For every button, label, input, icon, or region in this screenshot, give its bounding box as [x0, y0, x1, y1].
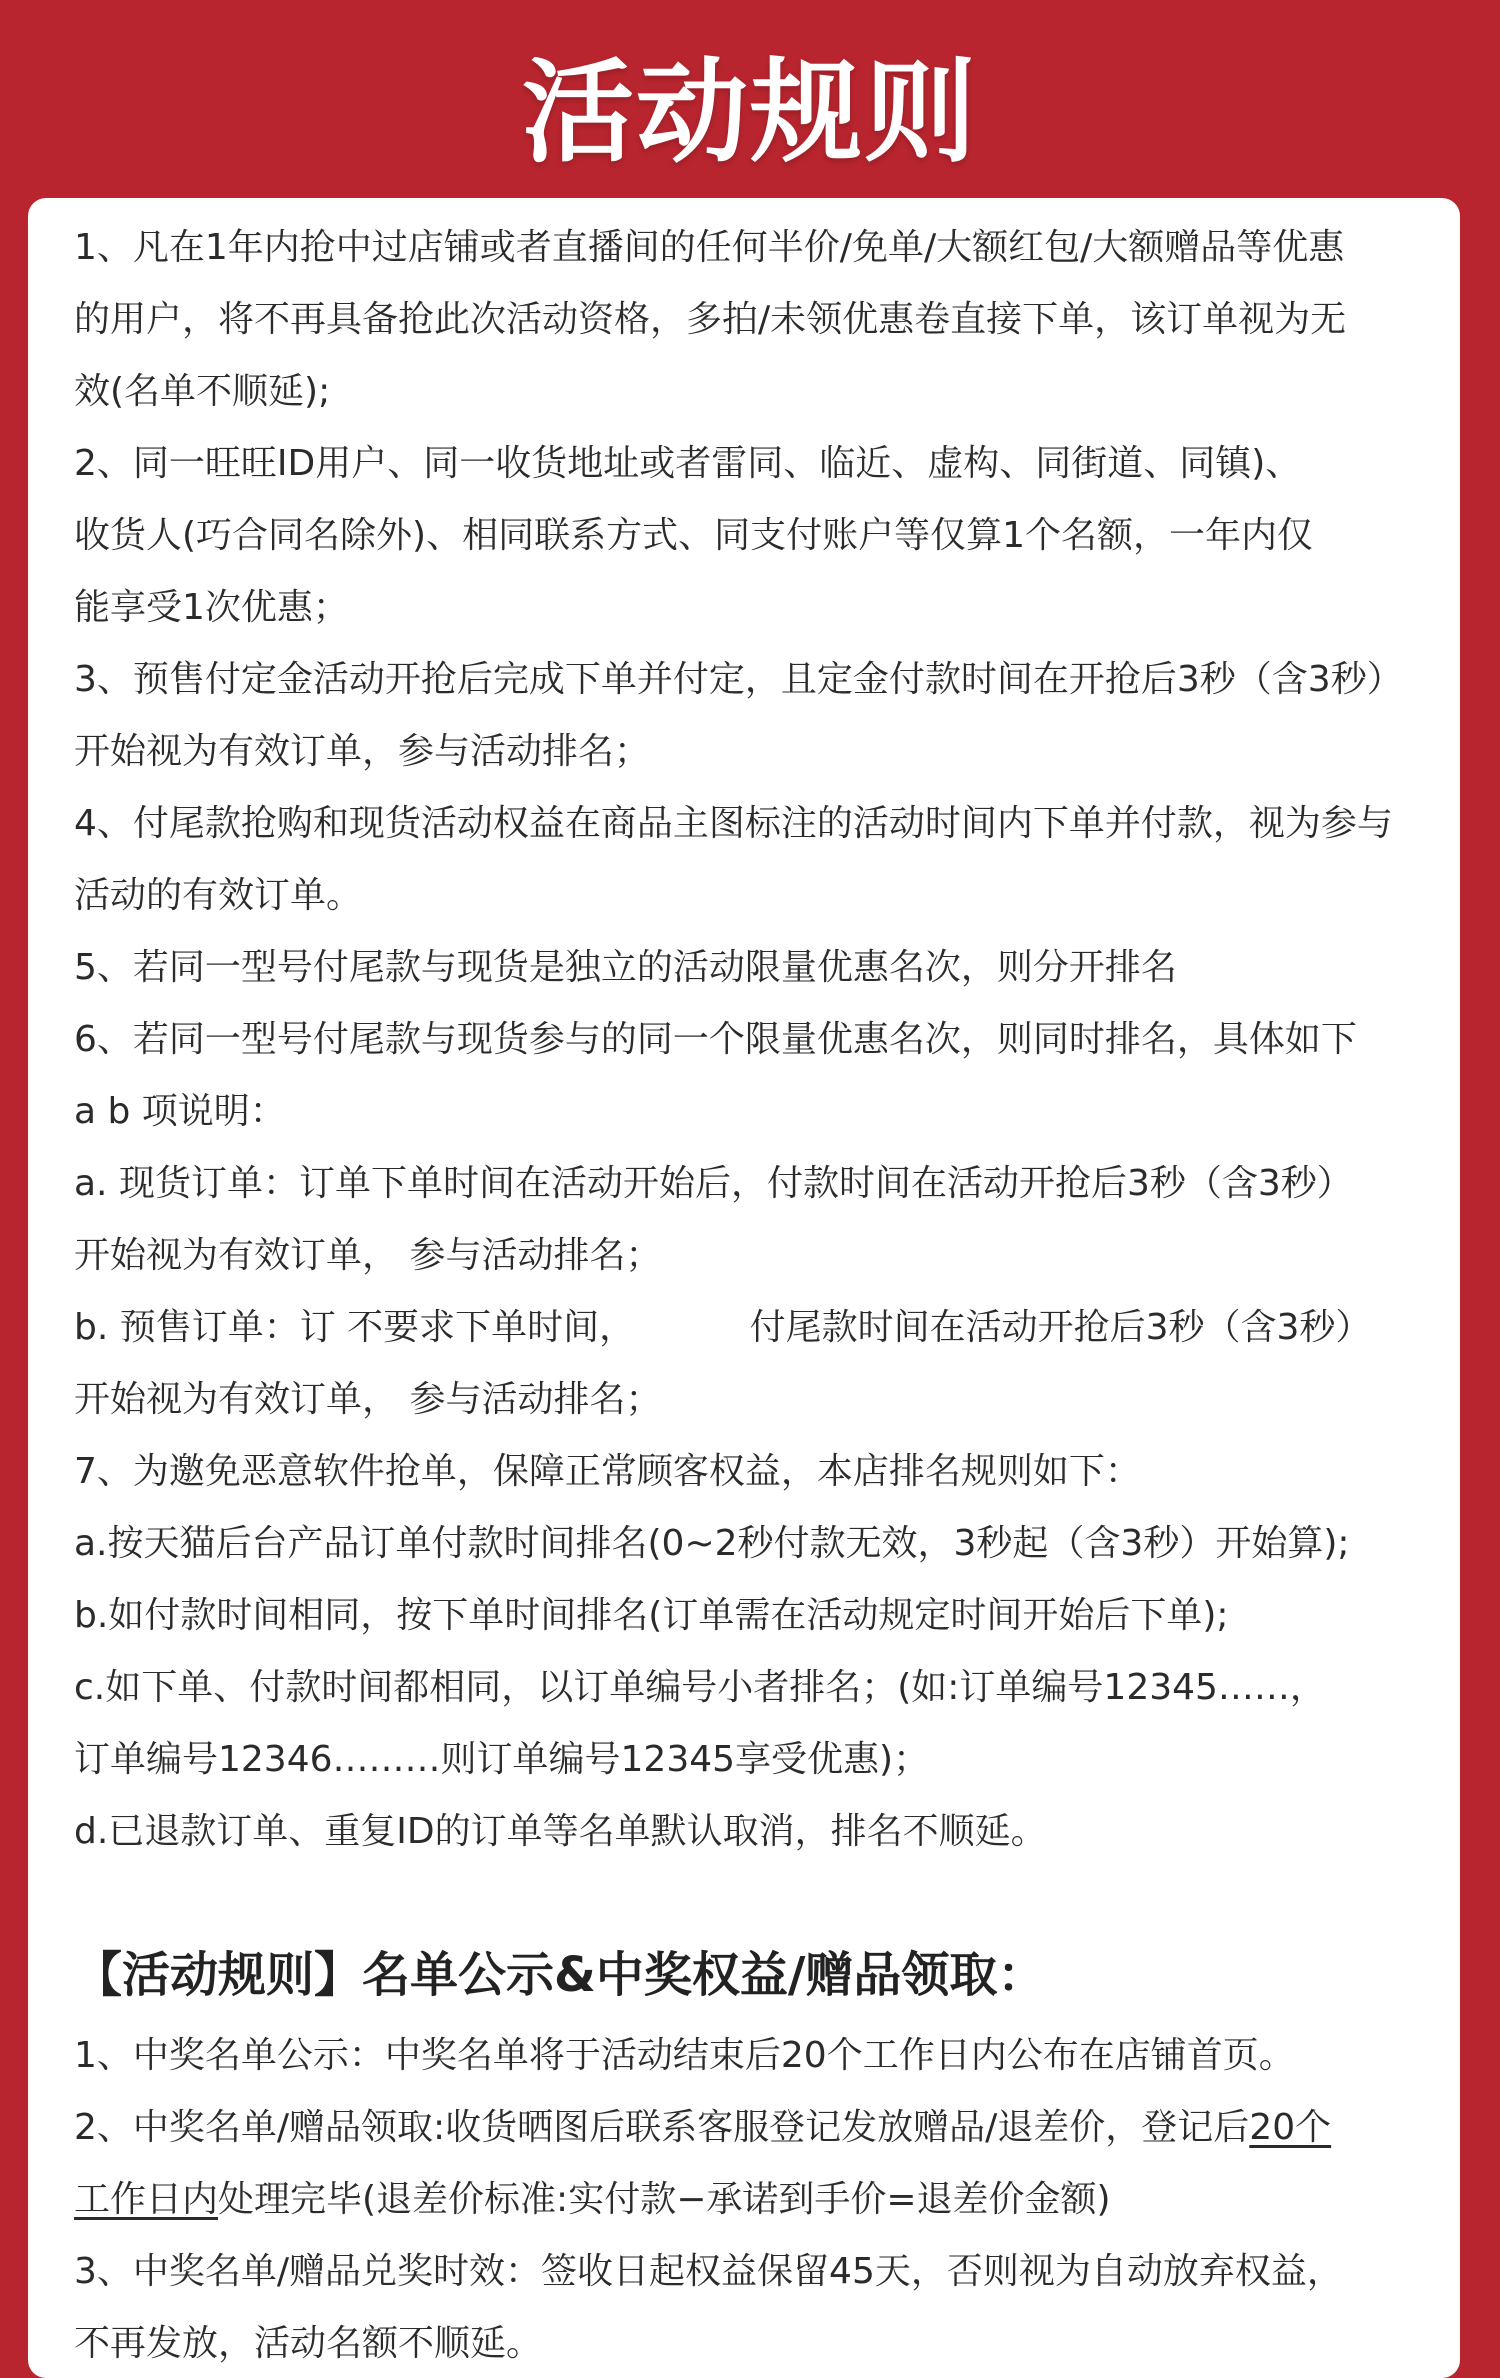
rule-line: a. 现货订单：订单下单时间在活动开始后，付款时间在活动开抢后3秒（含3秒）	[74, 1163, 1353, 1204]
announcement-line: 3、中奖名单/赠品兑奖时效：签收日起权益保留45天，否则视为自动放弃权益，	[74, 2251, 1343, 2292]
rule-line: 开始视为有效订单， 参与活动排名；	[74, 1379, 662, 1420]
rule-line: 6、若同一型号付尾款与现货参与的同一个限量优惠名次，则同时排名，具体如下	[74, 1019, 1357, 1060]
rule-line: 2、同一旺旺ID用户、同一收货地址或者雷同、临近、虚构、同街道、同镇)、	[74, 443, 1302, 484]
rule-line: 活动的有效订单。	[74, 875, 363, 916]
rule-line: 5、若同一型号付尾款与现货是独立的活动限量优惠名次，则分开排名	[74, 947, 1177, 988]
rule-line: 能享受1次优惠；	[74, 587, 349, 628]
rule-line: 收货人(巧合同名除外)、相同联系方式、同支付账户等仅算1个名额，一年内仅	[74, 515, 1313, 556]
rule-line: 订单编号12346………则订单编号12345享受优惠)；	[74, 1739, 930, 1780]
rule-line: c.如下单、付款时间都相同，以订单编号小者排名；(如:订单编号12345……，	[74, 1667, 1326, 1708]
rules-card	[28, 198, 1460, 2378]
announcement-line	[74, 2164, 1414, 2236]
rule-line: a.按天猫后台产品订单付款时间排名(0~2秒付款无效，3秒起（含3秒）开始算);	[74, 1523, 1350, 1564]
rule-line: 效(名单不顺延);	[74, 371, 331, 412]
rule-line: 4、付尾款抢购和现货活动权益在商品主图标注的活动时间内下单并付款，视为参与	[74, 803, 1393, 844]
underlined-text: 20个	[1249, 2107, 1332, 2148]
page-title: 活动规则	[522, 47, 978, 178]
announcement-text: 2、中奖名单/赠品领取:收货晒图后联系客服登记发放赠品/退差价，登记后	[74, 2107, 1250, 2148]
rule-line: 1、凡在1年内抢中过店铺或者直播间的任何半价/免单/大额红包/大额赠品等优惠	[74, 227, 1345, 268]
rule-line: a b 项说明：	[74, 1091, 286, 1132]
page-header	[0, 0, 1500, 200]
announcement-section	[74, 1930, 1414, 2378]
rule-line: b.如付款时间相同，按下单时间排名(订单需在活动规定时间开始后下单);	[74, 1595, 1229, 1636]
announcement-line: 不再发放，活动名额不顺延。	[74, 2323, 543, 2364]
announcement-line	[74, 2092, 1414, 2164]
rule-line: 7、为邀免恶意软件抢单，保障正常顾客权益，本店排名规则如下：	[74, 1451, 1141, 1492]
announcement-line: 1、中奖名单公示：中奖名单将于活动结束后20个工作日内公布在店铺首页。	[74, 2035, 1295, 2076]
rule-line: 开始视为有效订单， 参与活动排名；	[74, 1235, 662, 1276]
rule-line: d.已退款订单、重复ID的订单等名单默认取消，排名不顺延。	[74, 1811, 1047, 1852]
rule-line: 开始视为有效订单，参与活动排名；	[74, 731, 651, 772]
underlined-text: 工作日内	[74, 2179, 219, 2220]
rule-line: b. 预售订单：订 不要求下单时间， 付尾款时间在活动开抢后3秒（含3秒）	[74, 1307, 1372, 1348]
rule-line: 的用户，将不再具备抢此次活动资格，多拍/未领优惠卷直接下单，该订单视为无	[74, 299, 1347, 340]
rule-line: 3、预售付定金活动开抢后完成下单并付定，且定金付款时间在开抢后3秒（含3秒）	[74, 659, 1403, 700]
section-heading: 【活动规则】名单公示&中奖权益/赠品领取：	[74, 1947, 1046, 2003]
section-spacer	[74, 1868, 1414, 1930]
rules-section	[74, 212, 1414, 1868]
announcement-text: 处理完毕(退差价标准:实付款−承诺到手价=退差价金额)	[218, 2179, 1111, 2220]
